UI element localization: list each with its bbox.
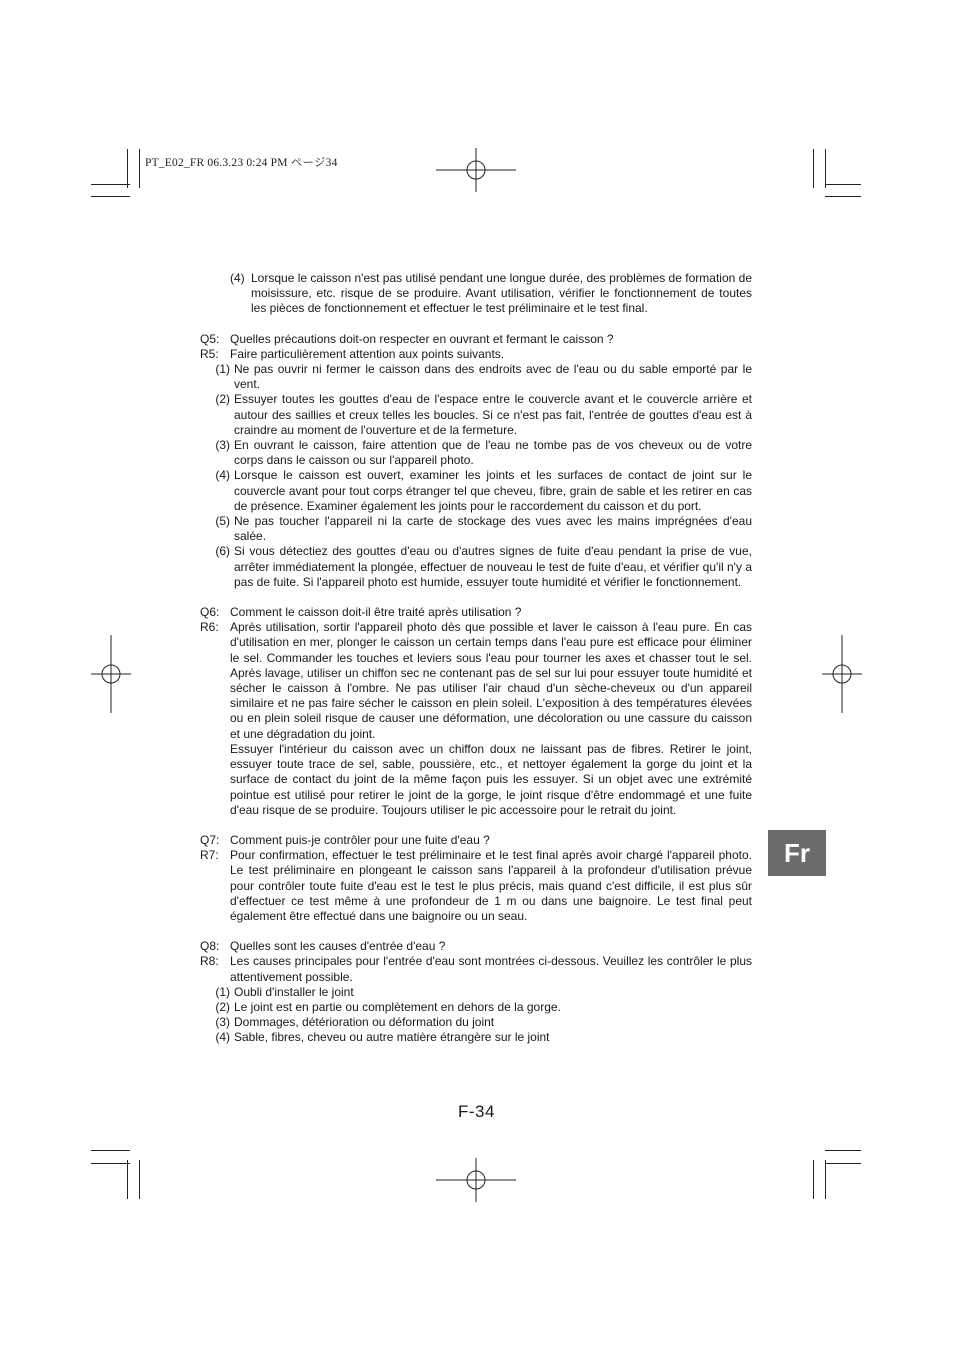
registration-mark-bottom: [436, 1158, 516, 1202]
list-item: (2) Essuyer toutes les gouttes d'eau de l'espace entre le couvercle avant et le couvercle arrière et autour des saillies et creux telles les boucles. Si ce n'est pas fait, l'entrée de gouttes d'eau est à craindre au moment de l'ouverture et de la fermeture.: [215, 392, 752, 437]
language-tab: Fr: [768, 830, 826, 876]
faq-content: [200, 271, 752, 1046]
answer-r7: R7: Pour confirmation, effectuer le test préliminaire et le test final après avoir chargé l'appareil photo. Le test préliminaire en plongeant le caisson sans l'appareil à la profondeur d'utilisation prévue pour contrôler toute fuite d'eau est le test le plus précis, mais quand c'est difficile, il est plus sûr d'effectuer ce test même à une profondeur de 1 m ou dans une baignoire. Le test final peut également être effectué dans une baignoire ou un seau.: [200, 848, 752, 923]
list-item: (4) Lorsque le caisson est ouvert, examiner les joints et les surfaces de contact de joint sur le couvercle avant pour tout corps étranger tel que cheveu, fibre, grain de sable et les retirer en cas de présence. Examiner également les joints pour le raccordement du caisson et du port.: [215, 468, 752, 513]
crop-mark: [91, 184, 130, 185]
crop-mark: [813, 1160, 814, 1199]
crop-mark: [825, 1160, 826, 1199]
crop-mark: [825, 149, 826, 188]
list-item: (3) Dommages, détérioration ou déformation du joint: [215, 1015, 495, 1030]
question-q6: Q6: Comment le caisson doit-il être traité après utilisation ?: [200, 605, 522, 620]
page-number: F-34: [458, 1102, 495, 1121]
crop-mark: [825, 184, 861, 185]
crop-mark: [91, 1150, 130, 1151]
registration-mark-left: [91, 635, 131, 713]
list-item: (4) Lorsque le caisson n'est pas utilisé pendant une longue durée, des problèmes de formation de moisissure, etc. risque de se produire. Avant utilisation, vérifier le fonctionnement de toutes les pièces de fonctionnement et effectuer le test préliminaire et le test final.: [230, 271, 752, 316]
question-q5: Q5: Quelles précautions doit-on respecter en ouvrant et fermant le caisson ?: [200, 331, 614, 346]
crop-mark: [91, 1163, 130, 1164]
answer-r6: R6: Après utilisation, sortir l'appareil photo dès que possible et laver le caisson à l'eau pure. En cas d'utilisation en mer, plonger le caisson un certain temps dans l'eau pure est efficace pour éliminer le sel. Commander les touches et leviers sous l'eau pour tourner les axes et chasser tout le sel. Après lavage, utiliser un chiffon sec ne contenant pas de sel sur lui pour essuyer toute humidité et sécher le caisson à l'ombre. Ne pas utiliser l'air chaud d'un sèche-cheveux ou d'un appareil similaire et ne pas faire sécher le caisson en plein soleil. L'exposition à des températures élevées ou en plein soleil risque de causer une déformation, une décoloration ou une cassure du caisson et une dégradation du joint. Essuyer l'intérieur du caisson avec un chiffon doux ne laissant pas de fibres. Retirer le joint, essuyer toute trace de sel, sable, poussière, etc., et nettoyer également la gorge du joint et la surface de contact du joint de la même façon puis les essuyer. Si un objet avec une extrémité pointue est utilisé pour retirer le joint de la gorge, le joint risque d'être endommagé et une fuite d'eau risque de se produire. Toujours utiliser le pic accessoire pour le retrait du joint.: [200, 620, 752, 817]
crop-mark: [139, 149, 140, 188]
question-q7: Q7: Comment puis-je contrôler pour une fuite d'eau ?: [200, 832, 490, 847]
answer-r8: R8: Les causes principales pour l'entrée d'eau sont montrées ci-dessous. Veuillez les contrôler le plus attentivement possible.: [200, 954, 752, 984]
question-q8: Q8: Quelles sont les causes d'entrée d'eau ?: [200, 939, 446, 954]
crop-mark: [825, 1150, 861, 1151]
list-item: (5) Ne pas toucher l'appareil ni la carte de stockage des vues avec les mains imprégnées d'eau salée.: [215, 514, 752, 544]
crop-mark: [127, 149, 128, 188]
registration-mark-right: [822, 635, 862, 713]
crop-mark: [825, 1163, 861, 1164]
print-slug: PT_E02_FR 06.3.23 0:24 PM ページ34: [145, 157, 338, 169]
crop-mark: [91, 196, 130, 197]
list-item: (1) Oubli d'installer le joint: [215, 984, 354, 999]
crop-mark: [813, 149, 814, 188]
list-item: (3) En ouvrant le caisson, faire attention que de l'eau ne tombe pas de vos cheveux ou de votre corps dans le caisson ou sur l'appareil photo.: [215, 438, 752, 468]
list-item: (2) Le joint est en partie ou complètement en dehors de la gorge.: [215, 999, 561, 1014]
list-item: (1) Ne pas ouvrir ni fermer le caisson dans des endroits avec de l'eau ou du sable emporté par le vent.: [215, 362, 752, 392]
crop-mark: [127, 1160, 128, 1199]
list-item: (6) Si vous détectiez des gouttes d'eau ou d'autres signes de fuite d'eau pendant la prise de vue, arrêter immédiatement la plongée, effectuer de nouveau le test de fuite d'eau, et vérifier qu'il n'y a pas de fuite. Si l'appareil photo est humide, essuyer toute humidité et vérifier le fonctionnement.: [215, 544, 752, 589]
registration-mark-top: [436, 148, 516, 192]
crop-mark: [139, 1160, 140, 1199]
list-item: (4) Sable, fibres, cheveu ou autre matière étrangère sur le joint: [215, 1030, 550, 1045]
answer-r5: R5: Faire particulièrement attention aux points suivants.: [200, 346, 505, 361]
crop-mark: [825, 196, 861, 197]
